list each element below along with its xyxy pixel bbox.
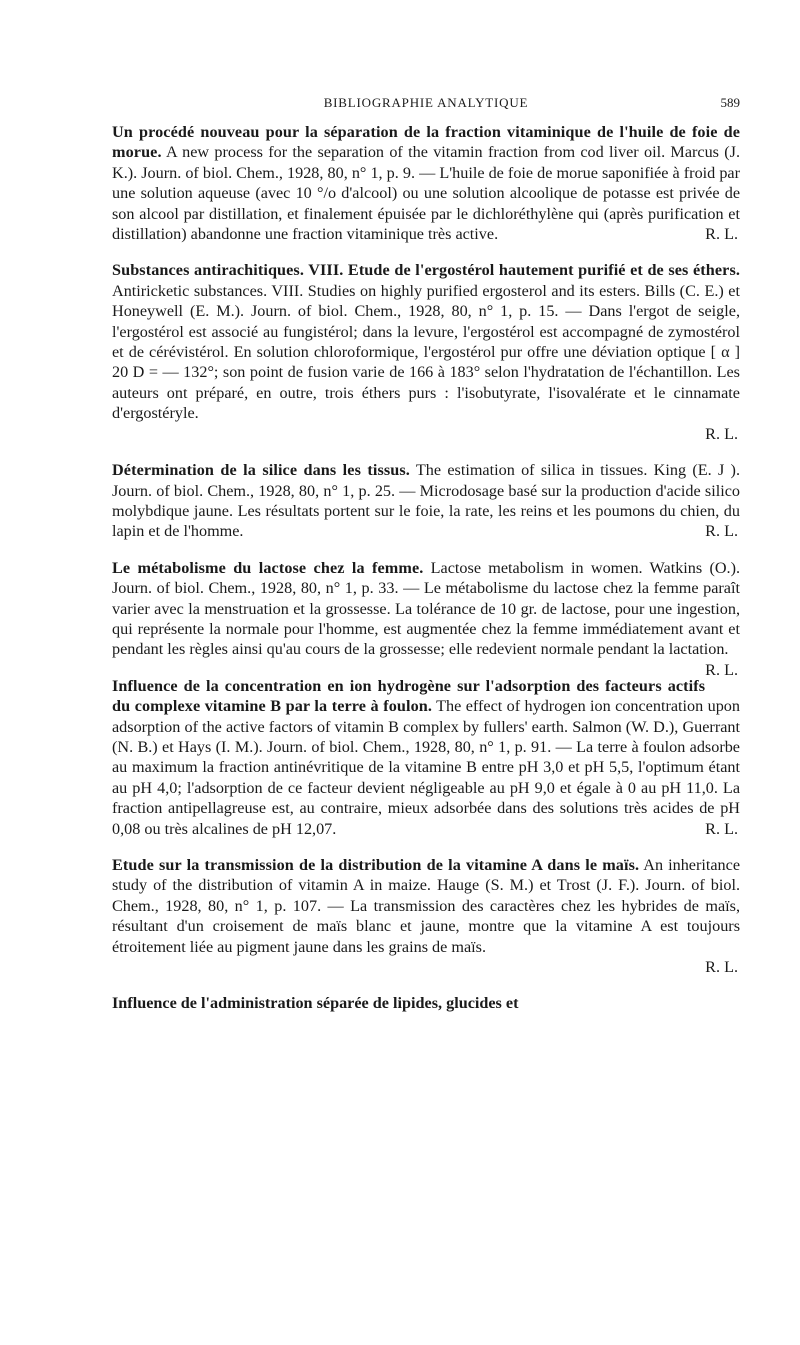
abstract-signature: R. L. bbox=[705, 522, 738, 541]
running-head bbox=[112, 92, 740, 116]
abstract-paragraph bbox=[112, 260, 740, 444]
abstract-paragraph bbox=[112, 855, 740, 977]
abstract-paragraph bbox=[112, 460, 740, 542]
abstract-entry bbox=[112, 260, 740, 444]
next-abstract-heading bbox=[112, 993, 740, 1013]
abstract-signature: R. L. bbox=[705, 424, 738, 443]
abstract-list bbox=[112, 122, 740, 1014]
abstract-title: Le métabolisme du lactose chez la femme. bbox=[112, 558, 424, 577]
journal-page bbox=[112, 92, 740, 1014]
abstract-body: The estimation of silica in tissues. King (E. J ). Journ. of biol. Chem., 1928, 80, n° 1, p. 25. — Microdosage basé sur la production d'acide silico molybdique jaune. Les résultats portent sur le foie, la rate, les reins et les poumons du chien, du lapin et de l'homme. bbox=[112, 461, 740, 541]
abstract-signature: R. L. bbox=[705, 225, 738, 244]
abstract-title: Influence de la concentration en ion hydrogène sur l'adsorption des facteurs actifs du complexe vitamine B par la terre à foulon. bbox=[112, 676, 706, 716]
running-title: BIBLIOGRAPHIE ANALYTIQUE bbox=[323, 95, 529, 110]
abstract-body: An inheritance study of the distribution of vitamin A in maize. Hauge (S. M.) et Trost (J. F.). Journ. of biol. Chem., 1928, 80, n° 1, p. 107. — La transmission des caractères chez les hybrides de maïs, résultant d'un croisement de maïs blanc et jaune, montre que la vitamine A est toujours étroitement liée au pigment jaune dans les grains de maïs. bbox=[112, 856, 741, 956]
abstract-entry bbox=[112, 855, 740, 977]
abstract-entry bbox=[112, 676, 740, 839]
abstract-entry bbox=[112, 558, 741, 679]
abstract-paragraph bbox=[112, 122, 740, 244]
abstract-title: Un procédé nouveau pour la séparation de la fraction vitaminique de l'huile de foie de morue. bbox=[112, 123, 740, 162]
abstract-signature: R. L. bbox=[705, 660, 738, 679]
abstract-title: Détermination de la silice dans les tissus. bbox=[112, 461, 410, 480]
abstract-body: The effect of hydrogen ion concentration upon adsorption of the active factors of vitamin B complex by fullers' earth. Salmon (W. D.), Guerrant (N. B.) et Hays (I. M.). Journ. of biol. Chem., 1928, 80, n° 1, p. 91. — La terre à foulon adsorbe au maximum la fraction antinévritique de la vitamine B entre pH 3,0 et pH 5,5, l'optimum étant au pH 4,0; l'adsorption de ce facteur devient négligeable au pH 9,0 et égale à 0 au pH 11,0. La fraction antipellagreuse est, au contraire, mieux adsorbée dans des solutions très acides de pH 0,08 ou très alcalines de pH 12,07. bbox=[112, 697, 740, 838]
abstract-signature: R. L. bbox=[705, 958, 738, 977]
page-number: 589 bbox=[720, 95, 740, 110]
abstract-signature: R. L. bbox=[705, 819, 738, 838]
next-abstract-title: Influence de l'administration séparée de lipides, glucides et bbox=[112, 994, 519, 1013]
abstract-entry bbox=[112, 460, 740, 542]
abstract-body: Lactose metabolism in women. Watkins (O.). Journ. of biol. Chem., 1928, 80, n° 1, p. 33. — Le métabolisme du lactose chez la femme paraît varier avec la menstruation et la grossesse. La tolérance de 10 gr. de lactose, pour une ingestion, qui représente la normale pour l'homme, est augmentée chez la femme immédiatement avant et pendant les règles ainsi qu'au cours de la grossesse; elle redevient normale pendant la lactation. bbox=[112, 558, 741, 659]
abstract-title: Substances antirachitiques. VIII. Etude de l'ergostérol hautement purifié et de ses éthers. bbox=[112, 261, 740, 280]
abstract-paragraph bbox=[112, 558, 741, 679]
abstract-entry bbox=[112, 122, 740, 244]
abstract-paragraph bbox=[112, 676, 740, 839]
abstract-title: Etude sur la transmission de la distribution de la vitamine A dans le maïs. bbox=[112, 856, 640, 874]
abstract-body: A new process for the separation of the vitamin fraction from cod liver oil. Marcus (J. K.). Journ. of biol. Chem., 1928, 80, n° 1, p. 9. — L'huile de foie de morue saponifiée à froid par une solution aqueuse (avec 10 °/o d'alcool) ou une solution alcoolique de potasse est privée de son alcool par distillation, et finalement épuisée par le dichloréthylène qui (après purification et distillation) abandonne une fraction vitaminique très active. bbox=[112, 143, 741, 244]
abstract-body: Antiricketic substances. VIII. Studies on highly purified ergosterol and its esters. Bills (C. E.) et Honeywell (E. M.). Journ. of biol. Chem., 1928, 80, n° 1, p. 15. — Dans l'ergot de seigle, l'ergostérol est associé au fungistérol; dans la levure, l'ergostérol est accompagné de zymostérol et de cérévistérol. En solution chloroformique, l'ergostérol pur offre une déviation optique [ α ] 20 D = — 132°; son point de fusion varie de 166 à 183° selon l'hydratation de l'échantillon. Les auteurs ont préparé, en outre, trois éthers purs : l'isobutyrate, l'isovalérate et le cinnamate d'ergostéryle. bbox=[112, 281, 740, 423]
